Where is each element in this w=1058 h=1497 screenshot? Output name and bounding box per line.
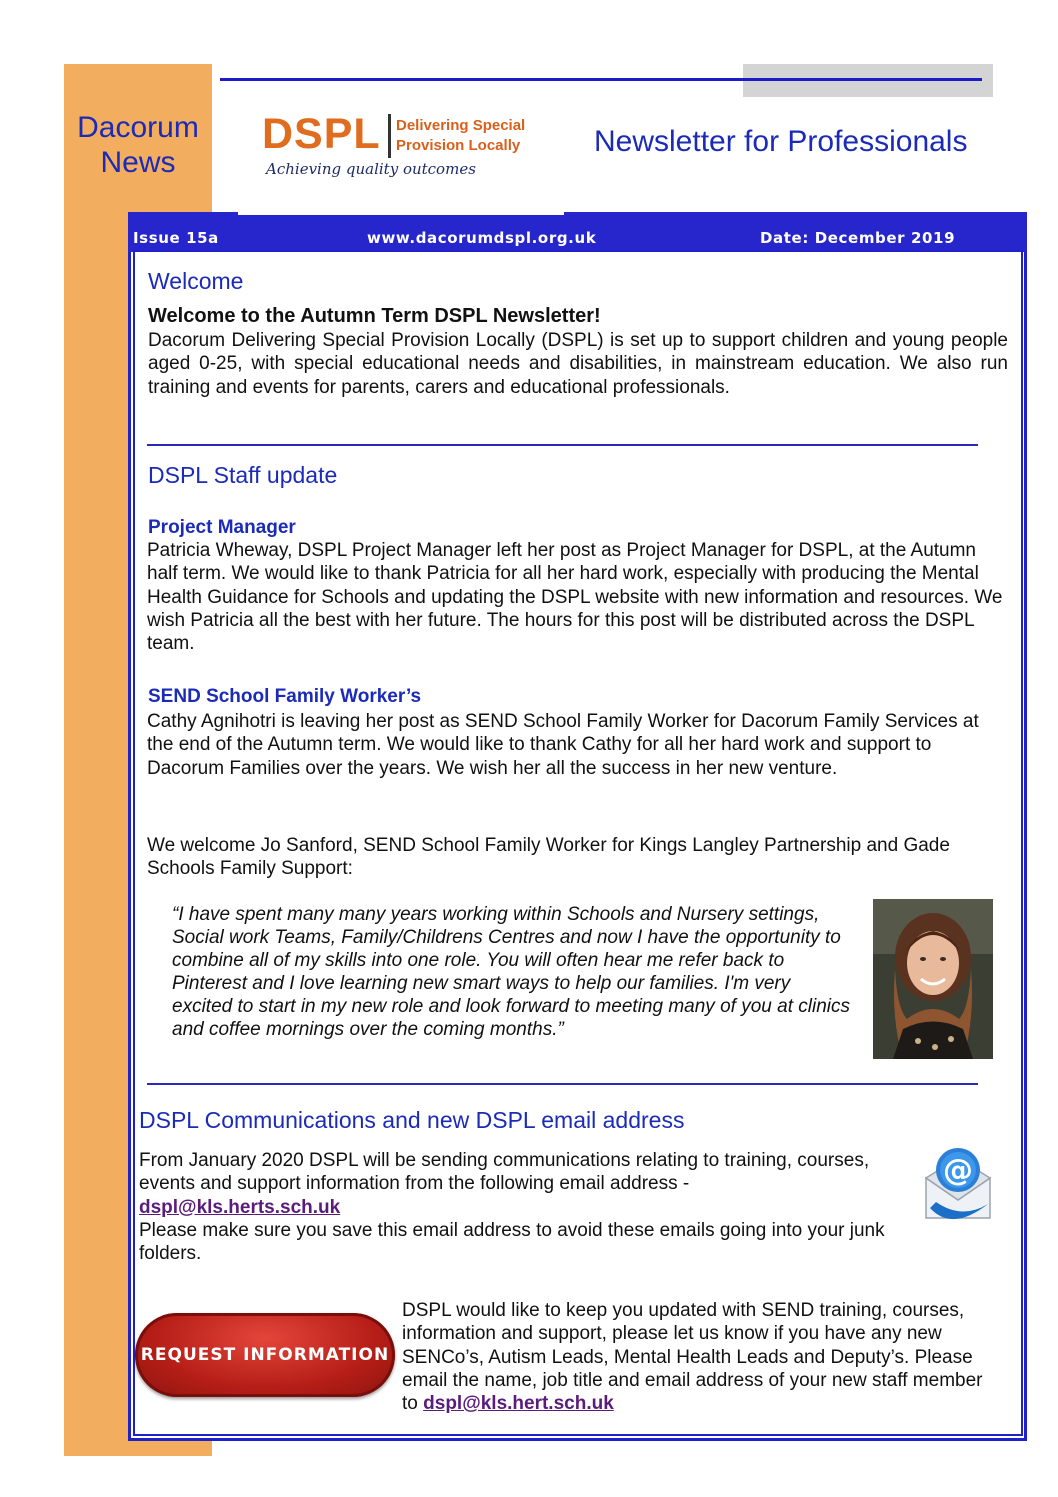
project-manager-body: Patricia Wheway, DSPL Project Manager left her post as Project Manager for DSPL, at the Autumn half term. We would like to thank Patricia for all her hard work, especially with producing the Mental Health Guidance for Schools and updating the DSPL website with new information and resources. We wish Patricia all the best with her future. The hours for this post will be distributed across the DSPL team.: [147, 540, 1003, 655]
welcome-jo-text: We welcome Jo Sanford, SEND School Family Worker for Kings Langley Partnership and Gade Schools Family Support:: [147, 835, 950, 880]
project-manager-heading: Project Manager: [148, 517, 296, 538]
dspl-email-link[interactable]: dspl@kls.herts.sch.uk: [139, 1196, 341, 1218]
request-text: [402, 1299, 1002, 1415]
top-rule: [220, 78, 982, 81]
header-notch: [238, 212, 564, 215]
welcome-subheading: Welcome to the Autumn Term DSPL Newsletter!: [148, 305, 601, 327]
section-divider-2: [147, 1083, 978, 1085]
issue-number: Issue 15a: [133, 229, 219, 247]
send-worker-body: Cathy Agnihotri is leaving her post as SEND School Family Worker for Dacorum Family Services at the end of the Autumn term. We would like to thank Cathy for all her hard work and support to Dacorum Families over the years. We wish her all the success in her new venture.: [147, 711, 979, 779]
logo-wordmark: DSPL: [262, 110, 381, 158]
issue-date: Date: December 2019: [760, 229, 956, 247]
send-worker-heading: SEND School Family Worker’s: [148, 686, 422, 707]
communications-body-2: Please make sure you save this email address to avoid these emails going into your junk folders.: [139, 1219, 885, 1265]
staff-photo-art: [873, 899, 993, 1059]
dspl-logo: [262, 108, 532, 186]
svg-text:@: @: [943, 1153, 973, 1188]
request-body: DSPL would like to keep you updated with SEND training, courses, information and support, please let us know if you have any new SENCo’s, Autism Leads, Mental Health Leads and Deputy’s. Please email the name, job title and email address of your new staff member to: [402, 1300, 983, 1415]
staff-update-heading: DSPL Staff update: [148, 462, 338, 488]
brand-line-1: Dacorum: [77, 111, 199, 144]
email-at-icon: [922, 1140, 994, 1226]
brand-line-2: News: [100, 146, 176, 179]
communications-heading: DSPL Communications and new DSPL email address: [139, 1107, 685, 1133]
staff-photo: [873, 899, 993, 1059]
welcome-body: Dacorum Delivering Special Provision Locally (DSPL) is set up to support children and young people aged 0-25, with special educational needs and disabilities, in mainstream education. We also run training and events for parents, carers and educational professionals.: [148, 330, 1008, 398]
communications-text: [139, 1149, 899, 1265]
request-email-link[interactable]: dspl@kls.hert.sch.uk: [423, 1393, 614, 1415]
jo-quote: “I have spent many many years working within Schools and Nursery settings, Social work Teams, Family/Childrens Centres and now I have the opportunity to combine all of my skills into one role. You will often hear me refer back to Pinterest and I love learning new smart ways to help our families. I'm very excited to start in my new role and look forward to meeting many of you at clinics and coffee mornings over the coming months.”: [172, 904, 850, 1041]
logo-subtitle-2: Provision Locally: [396, 137, 521, 154]
newsletter-title: Newsletter for Professionals: [594, 125, 968, 158]
communications-body-1: From January 2020 DSPL will be sending communications relating to training, courses, events and support information from the following email address -: [139, 1150, 870, 1195]
logo-divider: [388, 114, 391, 158]
brand-title: [64, 110, 212, 180]
section-divider-1: [147, 444, 978, 446]
welcome-heading: Welcome: [148, 268, 244, 294]
request-information-button[interactable]: REQUEST INFORMATION: [135, 1313, 395, 1397]
logo-subtitle-1: Delivering Special: [396, 117, 526, 134]
logo-tagline: Achieving quality outcomes: [266, 160, 476, 178]
website-link[interactable]: www.dacorumdspl.org.uk: [367, 229, 597, 247]
